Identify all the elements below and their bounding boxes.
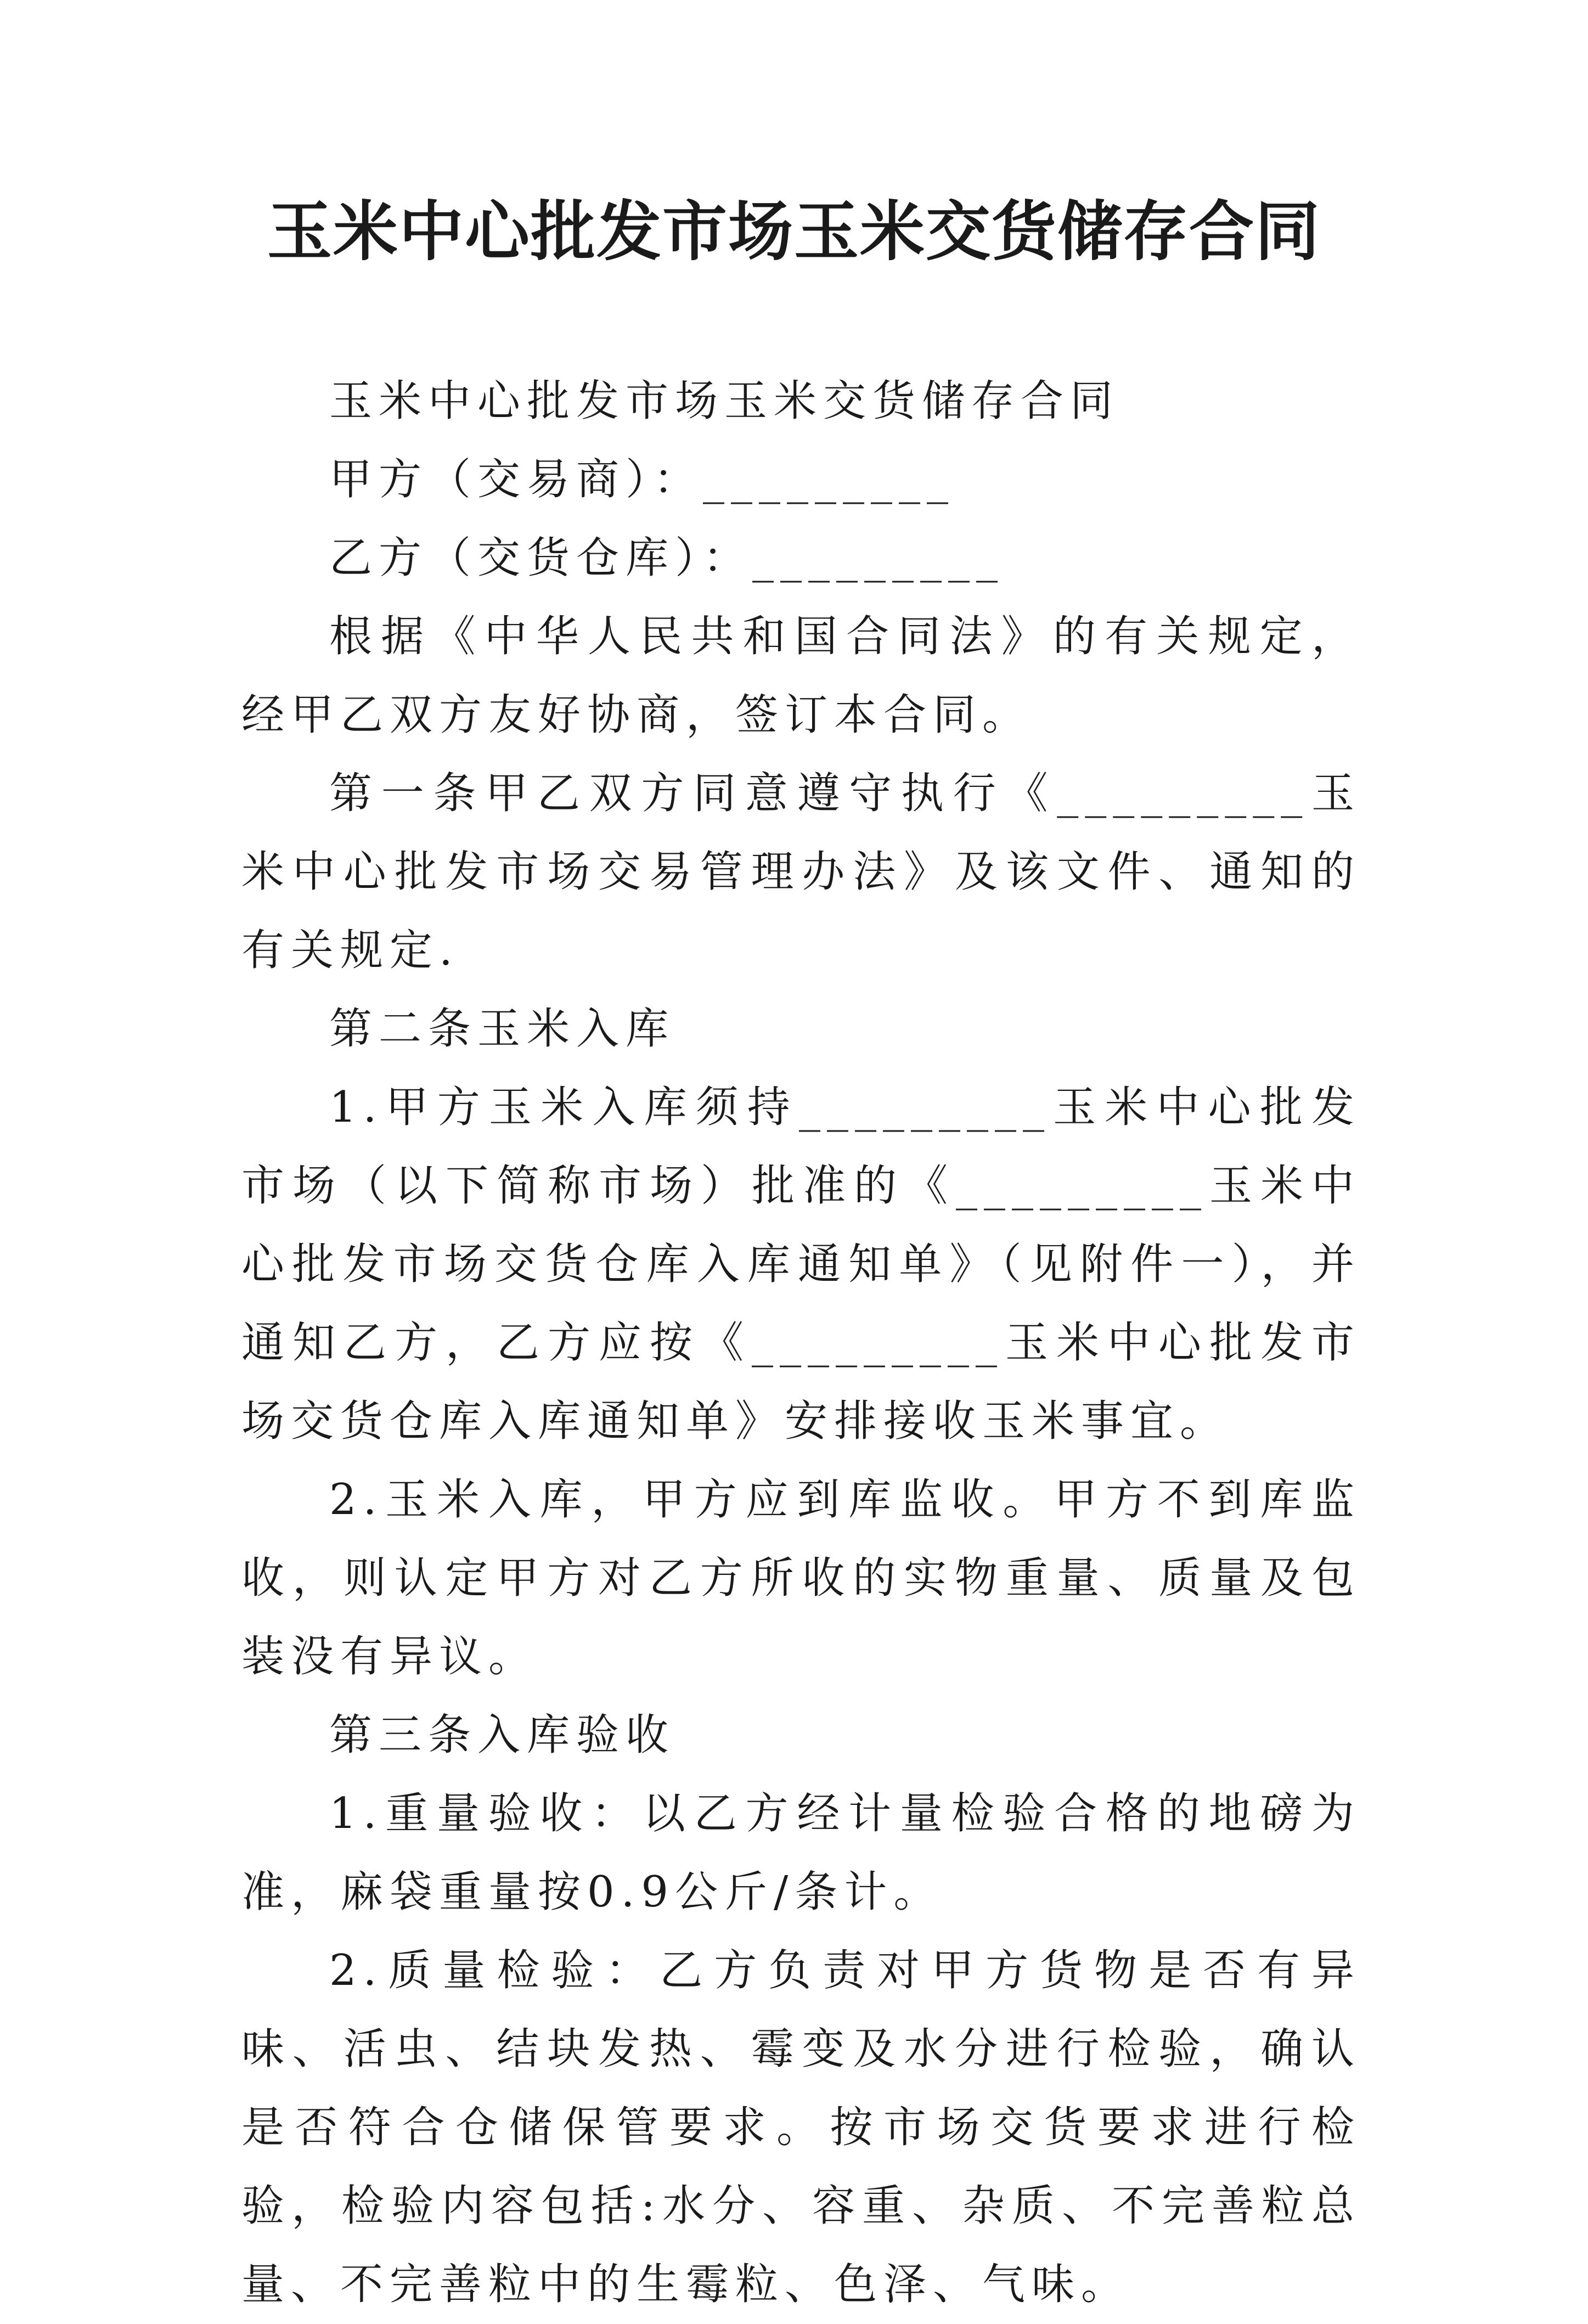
heading-article-2: 第二条玉米入库	[329, 1004, 675, 1054]
paragraph-subtitle: 玉米中心批发市场玉米交货储存合同	[329, 376, 1120, 426]
heading-article-3: 第三条入库验收	[329, 1710, 675, 1760]
paragraph-article-1: 第一条甲乙双方同意遵守执行《_________玉米中心批发市场交易管理办法》及该文件、通知的有关规定.	[241, 769, 1361, 975]
paragraph-article-2-item-2: 2.玉米入库，甲方应到库监收。甲方不到库监收，则认定甲方对乙方所收的实物重量、质量及包装没有异议。	[241, 1475, 1361, 1681]
document-title: 玉米中心批发市场玉米交货储存合同	[267, 193, 1321, 269]
paragraph-article-2-item-1: 1.甲方玉米入库须持_________玉米中心批发市场（以下简称市场）批准的《_________玉米中心批发市场交货仓库入库通知单》（见附件一），并通知乙方，乙方应按《_________玉米中心批发市场交货仓库入库通知单》安排接收玉米事宜。	[241, 1083, 1361, 1446]
paragraph-party-b: 乙方（交货仓库）：_________	[329, 533, 1005, 583]
document-body	[241, 362, 1361, 2324]
paragraph-article-3-item-2: 2.质量检验：乙方负责对甲方货物是否有异味、活虫、结块发热、霉变及水分进行检验，确认是否符合仓储保管要求。按市场交货要求进行检验，检验内容包括:水分、容重、杂质、不完善粒总量、不完善粒中的生霉粒、色泽、气味。	[241, 1946, 1361, 2309]
paragraph-preamble: 根据《中华人民共和国合同法》的有关规定，经甲乙双方友好协商，签订本合同。	[241, 612, 1361, 740]
paragraph-article-3-item-1: 1.重量验收：以乙方经计量检验合格的地磅为准，麻袋重量按0.9公斤/条计。	[241, 1789, 1361, 1917]
paragraph-party-a: 甲方（交易商）：_________	[329, 455, 955, 504]
